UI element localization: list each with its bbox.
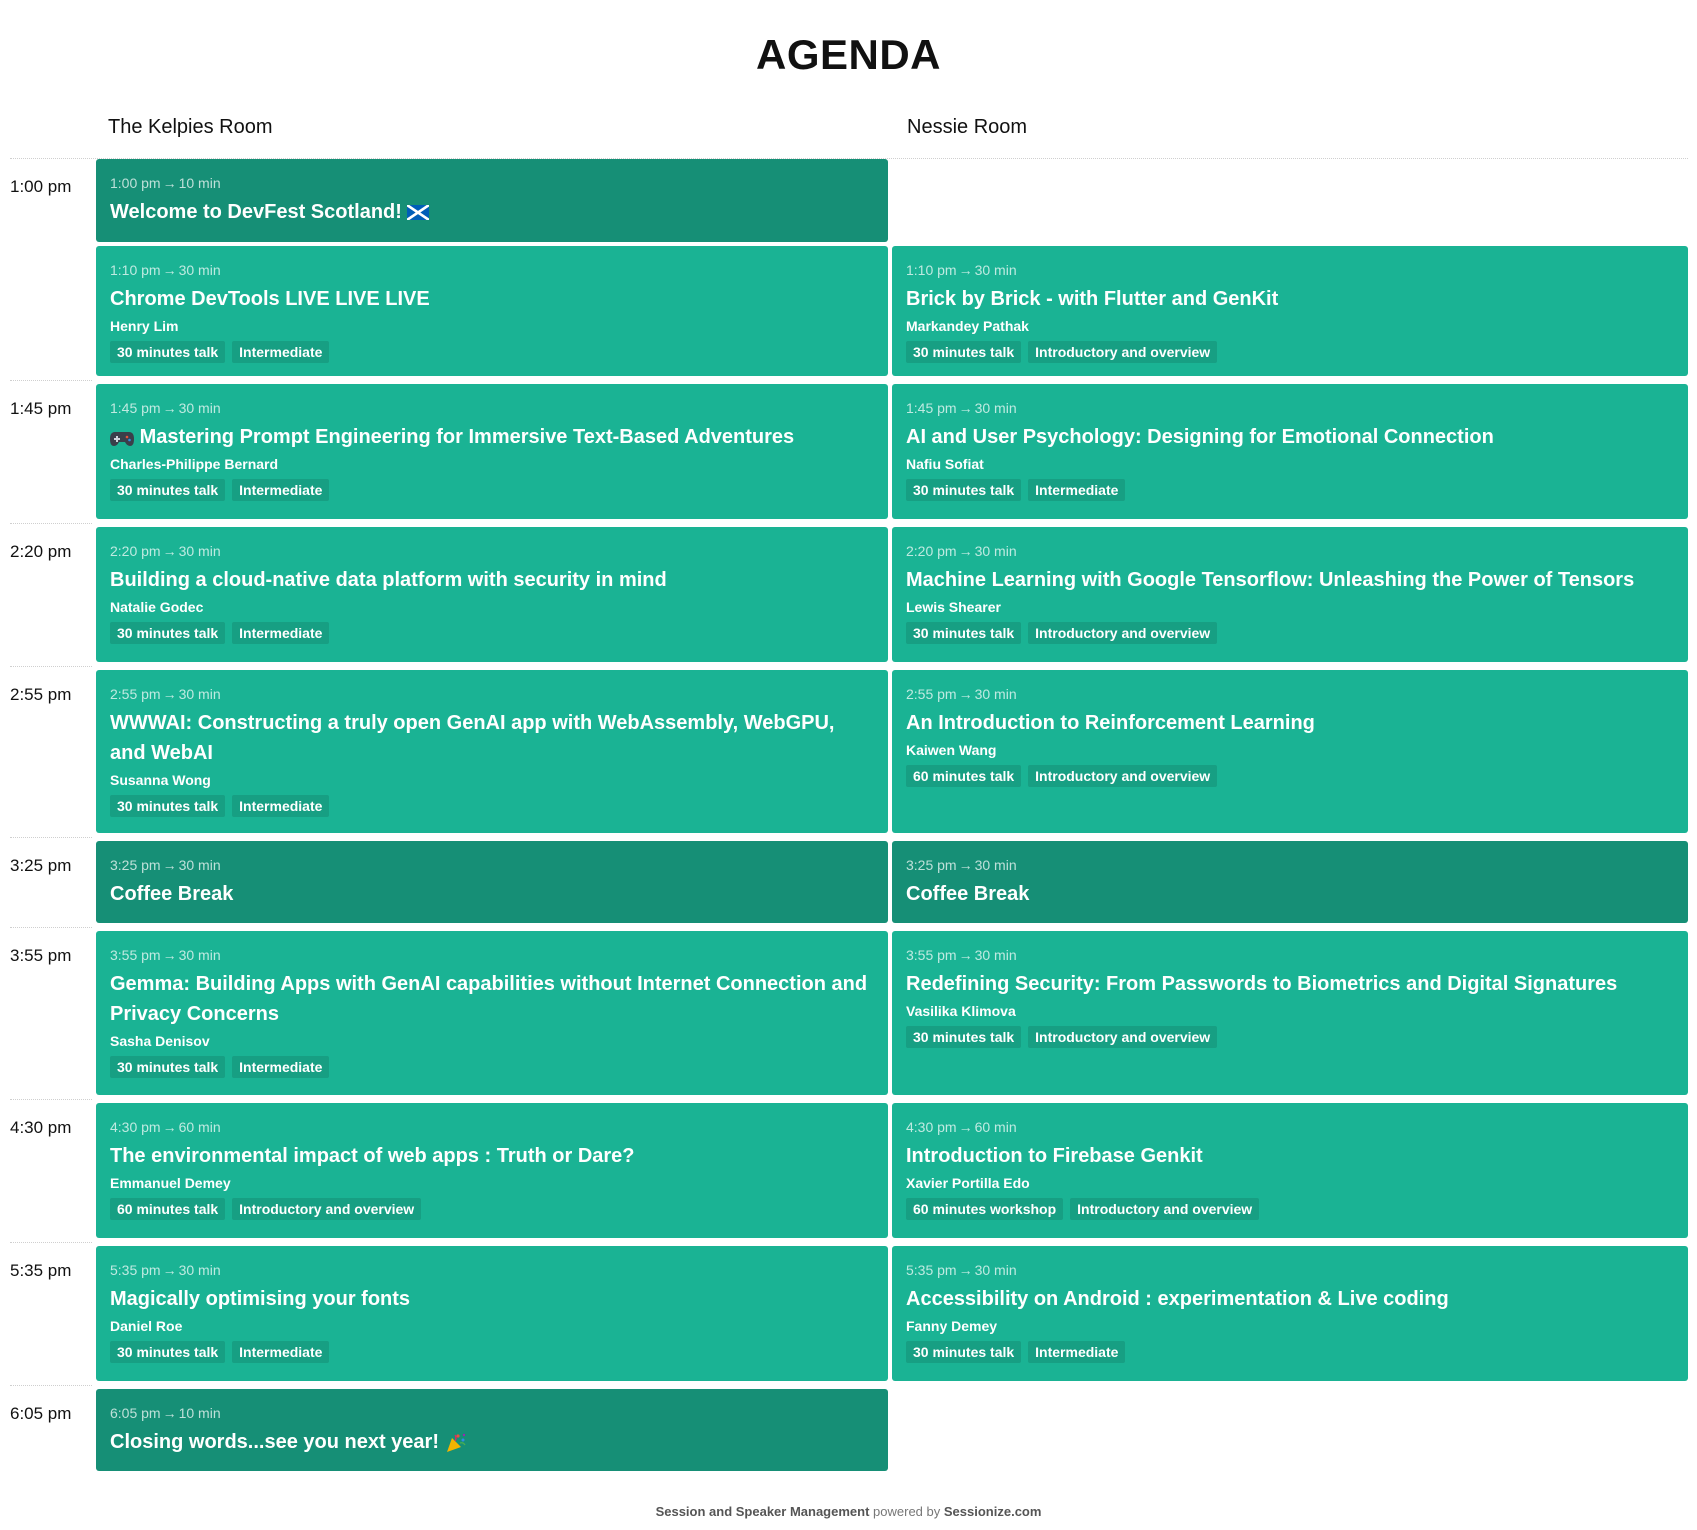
session-card[interactable]: [892, 527, 1688, 662]
room-header-kelpies: The Kelpies Room: [108, 116, 273, 138]
scotland-flag-icon: [407, 205, 429, 220]
session-time: 2:20 pm → 30 min: [110, 543, 221, 559]
speaker-name[interactable]: Xavier Portilla Edo: [906, 1175, 1030, 1191]
session-card[interactable]: [96, 1246, 888, 1381]
format-tag: 30 minutes talk: [110, 795, 225, 817]
session-card[interactable]: [96, 246, 888, 376]
session-cell: [888, 927, 1688, 1099]
game-controller-icon: [110, 429, 134, 447]
speaker-name[interactable]: Daniel Roe: [110, 1318, 183, 1334]
session-cell: [888, 523, 1688, 666]
time-label: 1:00 pm: [10, 177, 72, 196]
session-card[interactable]: [892, 670, 1688, 833]
format-tag: 30 minutes talk: [110, 479, 225, 501]
session-card[interactable]: [892, 931, 1688, 1095]
time-label: 2:55 pm: [10, 666, 92, 837]
session-time: 5:35 pm → 30 min: [110, 1262, 221, 1278]
session-title: Machine Learning with Google Tensorflow: Unleashing the Power of Tensors: [906, 569, 1635, 591]
session-cell: [92, 666, 888, 837]
session-card[interactable]: [96, 931, 888, 1095]
level-tag: Intermediate: [232, 622, 329, 644]
session-title: Mastering Prompt Engineering for Immersive Text-Based Adventures: [110, 422, 874, 452]
agenda-grid: [10, 159, 1688, 1475]
session-cell: [92, 1099, 888, 1242]
session-title: Redefining Security: From Passwords to Biometrics and Digital Signatures: [906, 973, 1618, 995]
format-tag: 60 minutes talk: [110, 1198, 225, 1220]
level-tag: Intermediate: [232, 1056, 329, 1078]
level-tag: Introductory and overview: [1028, 765, 1217, 787]
session-card[interactable]: [96, 527, 888, 662]
session-card[interactable]: [892, 384, 1688, 519]
level-tag: Intermediate: [232, 795, 329, 817]
session-card[interactable]: [892, 246, 1688, 376]
session-title: The environmental impact of web apps : Truth or Dare?: [110, 1145, 635, 1167]
session-title: An Introduction to Reinforcement Learning: [906, 712, 1315, 734]
service-session-card[interactable]: [96, 841, 888, 923]
session-title: WWWAI: Constructing a truly open GenAI app with WebAssembly, WebGPU, and WebAI: [110, 712, 835, 764]
time-label: 3:55 pm: [10, 927, 92, 1099]
session-time: 1:45 pm → 30 min: [110, 400, 221, 416]
format-tag: 30 minutes talk: [110, 1341, 225, 1363]
level-tag: Intermediate: [1028, 479, 1125, 501]
session-title: Gemma: Building Apps with GenAI capabilities without Internet Connection and Privacy Concerns: [110, 973, 868, 1025]
format-tag: 60 minutes talk: [906, 765, 1021, 787]
session-time: 4:30 pm → 60 min: [906, 1119, 1017, 1135]
session-title: Closing words...see you next year!: [110, 1427, 874, 1457]
session-time: 1:45 pm → 30 min: [906, 400, 1017, 416]
session-cell: [92, 159, 888, 246]
speaker-name[interactable]: Fanny Demey: [906, 1318, 998, 1334]
session-title: Introduction to Firebase Genkit: [906, 1145, 1203, 1167]
speaker-name[interactable]: Sasha Denisov: [110, 1033, 210, 1049]
format-tag: 30 minutes talk: [110, 1056, 225, 1078]
session-cell: [92, 380, 888, 523]
session-time: 3:25 pm → 30 min: [110, 857, 221, 873]
speaker-name[interactable]: Henry Lim: [110, 318, 179, 334]
session-cell: [888, 1099, 1688, 1242]
session-cell: [92, 523, 888, 666]
session-title: Coffee Break: [110, 883, 234, 905]
session-card[interactable]: [96, 1103, 888, 1238]
party-popper-icon: [445, 1433, 467, 1453]
session-cell: [92, 927, 888, 1099]
session-time: 3:25 pm → 30 min: [906, 857, 1017, 873]
session-cell: [888, 380, 1688, 523]
format-tag: 30 minutes talk: [110, 622, 225, 644]
empty-cell: [888, 159, 1688, 246]
time-label: 6:05 pm: [10, 1385, 92, 1475]
level-tag: Intermediate: [232, 1341, 329, 1363]
session-title: Chrome DevTools LIVE LIVE LIVE: [110, 288, 430, 310]
speaker-name[interactable]: Markandey Pathak: [906, 318, 1029, 334]
session-title: Coffee Break: [906, 883, 1030, 905]
session-time: 3:55 pm → 30 min: [110, 947, 221, 963]
session-time: 6:05 pm → 10 min: [110, 1405, 221, 1421]
level-tag: Intermediate: [1028, 1341, 1125, 1363]
session-time: 2:55 pm → 30 min: [110, 686, 221, 702]
session-time: 2:55 pm → 30 min: [906, 686, 1017, 702]
format-tag: 30 minutes talk: [906, 622, 1021, 644]
session-title: Welcome to DevFest Scotland!: [110, 197, 874, 227]
empty-cell: [888, 1385, 1688, 1475]
session-time: 1:10 pm → 30 min: [906, 262, 1017, 278]
time-label: 2:20 pm: [10, 523, 92, 666]
session-card[interactable]: [96, 670, 888, 833]
session-title: Brick by Brick - with Flutter and GenKit: [906, 288, 1279, 310]
session-title: AI and User Psychology: Designing for Emotional Connection: [906, 426, 1494, 448]
session-time: 2:20 pm → 30 min: [906, 543, 1017, 559]
level-tag: Introductory and overview: [1028, 341, 1217, 363]
format-tag: 60 minutes workshop: [906, 1198, 1063, 1220]
level-tag: Introductory and overview: [1028, 1026, 1217, 1048]
session-cell: [888, 837, 1688, 927]
session-card[interactable]: [96, 384, 888, 519]
time-label: 1:45 pm: [10, 380, 92, 523]
session-card[interactable]: [892, 1103, 1688, 1238]
session-time: 4:30 pm → 60 min: [110, 1119, 221, 1135]
speaker-name[interactable]: Emmanuel Demey: [110, 1175, 231, 1191]
footer-link-session-management[interactable]: Session and Speaker Management: [655, 1504, 870, 1519]
footer-text: powered by: [873, 1504, 941, 1519]
footer-link-sessionize[interactable]: Sessionize.com: [943, 1504, 1042, 1519]
session-cell: [92, 1242, 888, 1385]
level-tag: Introductory and overview: [232, 1198, 421, 1220]
level-tag: Introductory and overview: [1070, 1198, 1259, 1220]
session-time: 1:00 pm → 10 min: [110, 175, 221, 191]
page-title: AGENDA: [755, 31, 941, 78]
service-session-card[interactable]: [96, 1389, 888, 1471]
session-cell: [888, 666, 1688, 837]
level-tag: Intermediate: [232, 479, 329, 501]
format-tag: 30 minutes talk: [906, 1026, 1021, 1048]
speaker-name[interactable]: Nafiu Sofiat: [906, 456, 984, 472]
session-time: 3:55 pm → 30 min: [906, 947, 1017, 963]
time-label: 4:30 pm: [10, 1099, 92, 1242]
session-cell: [888, 1242, 1688, 1385]
session-cell: [92, 246, 888, 380]
session-title: Building a cloud-native data platform with security in mind: [110, 569, 667, 591]
speaker-name[interactable]: Charles-Philippe Bernard: [110, 456, 279, 472]
speaker-name[interactable]: Vasilika Klimova: [906, 1003, 1016, 1019]
format-tag: 30 minutes talk: [906, 479, 1021, 501]
speaker-name[interactable]: Natalie Godec: [110, 599, 204, 615]
format-tag: 30 minutes talk: [906, 1341, 1021, 1363]
speaker-name[interactable]: Kaiwen Wang: [906, 742, 997, 758]
level-tag: Introductory and overview: [1028, 622, 1217, 644]
level-tag: Intermediate: [232, 341, 329, 363]
format-tag: 30 minutes talk: [110, 341, 225, 363]
session-title: Magically optimising your fonts: [110, 1288, 411, 1310]
session-card[interactable]: [892, 1246, 1688, 1381]
session-cell: [888, 246, 1688, 380]
session-time: 5:35 pm → 30 min: [906, 1262, 1017, 1278]
speaker-name[interactable]: Lewis Shearer: [906, 599, 1001, 615]
format-tag: 30 minutes talk: [906, 341, 1021, 363]
service-session-card[interactable]: [892, 841, 1688, 923]
service-session-card[interactable]: [96, 159, 888, 242]
time-label: 3:25 pm: [10, 837, 92, 927]
session-cell: [92, 837, 888, 927]
session-cell: [92, 1385, 888, 1475]
session-title: Accessibility on Android : experimentation & Live coding: [906, 1288, 1449, 1310]
time-label: 5:35 pm: [10, 1242, 92, 1385]
speaker-name[interactable]: Susanna Wong: [110, 772, 211, 788]
session-time: 1:10 pm → 30 min: [110, 262, 221, 278]
room-header-nessie: Nessie Room: [907, 116, 1028, 138]
footer: [0, 1503, 1697, 1521]
